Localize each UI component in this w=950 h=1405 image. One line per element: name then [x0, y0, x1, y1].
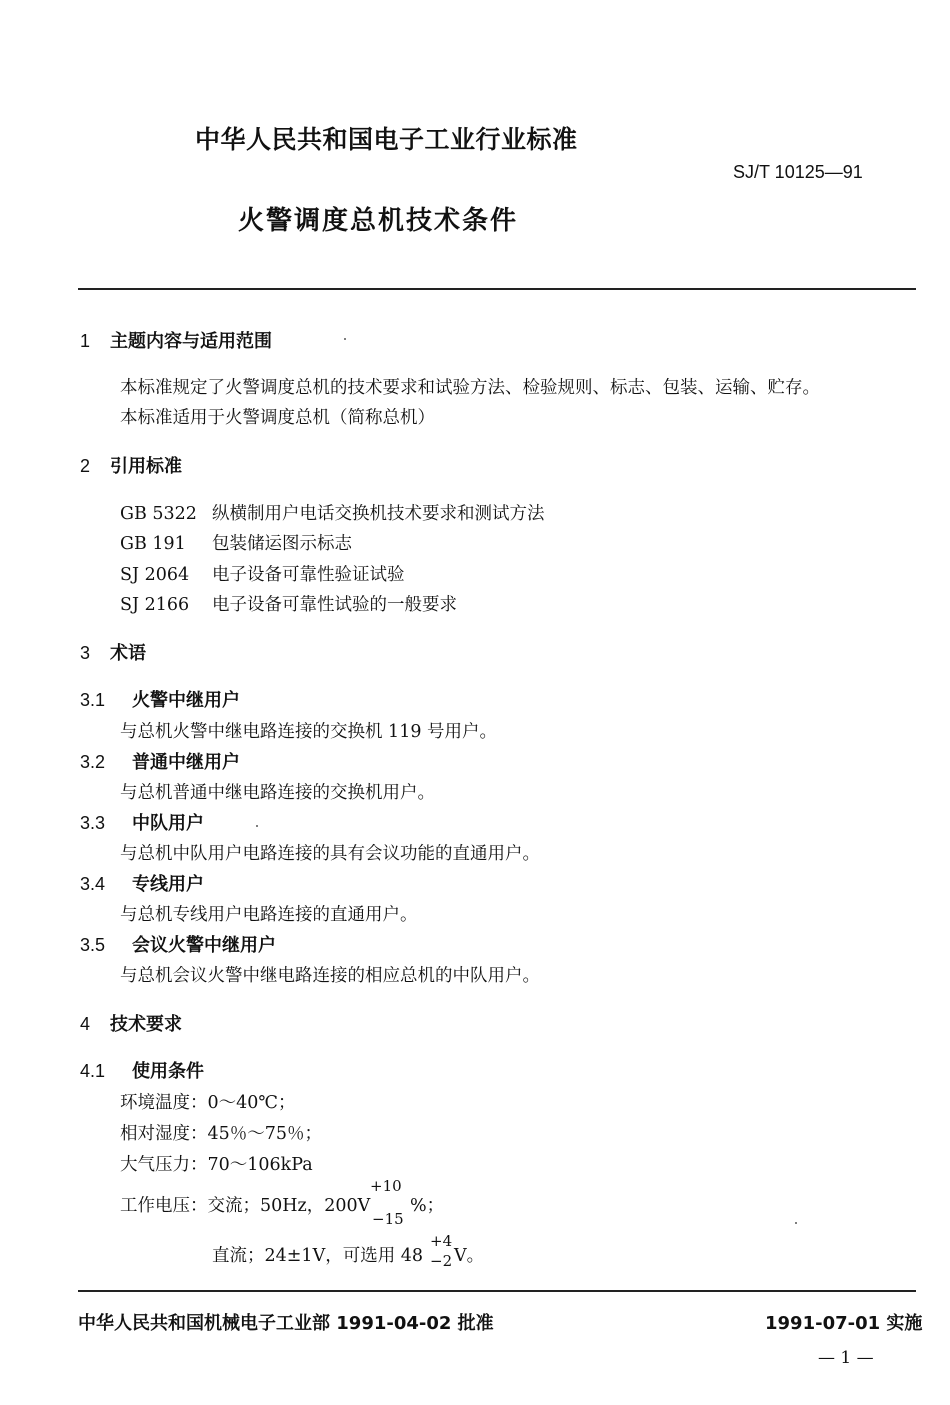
subsection-number: 4.1 — [80, 1061, 106, 1081]
section-number: 4 — [80, 1014, 91, 1034]
term-number: 3.3 — [80, 813, 106, 833]
subsection-heading — [80, 1057, 204, 1083]
term-title: 会议火警中继用户 — [132, 935, 276, 956]
section-2-heading — [80, 452, 182, 478]
reference-title: 包装储运图示标志 — [212, 534, 352, 554]
section-number: 2 — [80, 456, 91, 476]
document-title: 火警调度总机技术条件 — [238, 206, 519, 236]
reference-title: 电子设备可靠性试验的一般要求 — [212, 595, 457, 615]
term-definition: 与总机专线用户电路连接的直通用户。 — [120, 905, 418, 925]
section-number: 1 — [80, 331, 91, 351]
term-definition: 与总机普通中继电路连接的交换机用户。 — [120, 783, 435, 803]
scan-speck — [256, 825, 258, 827]
ac-tolerance-lower: −15 — [372, 1210, 404, 1228]
term-definition: 与总机会议火警中继电路连接的相应总机的中队用户。 — [120, 966, 540, 986]
term-title: 火警中继用户 — [132, 690, 240, 711]
term-heading — [80, 686, 240, 712]
term-heading — [80, 748, 240, 774]
section-title: 引用标准 — [110, 456, 182, 477]
term-title: 普通中继用户 — [132, 752, 240, 773]
term-title: 专线用户 — [132, 874, 204, 895]
condition-pressure: 大气压力：70～106kPa — [120, 1155, 313, 1175]
term-title: 中队用户 — [132, 813, 204, 834]
scan-speck — [344, 338, 346, 340]
paragraph: 本标准规定了火警调度总机的技术要求和试验方法、检验规则、标志、包装、运输、贮存。 — [120, 378, 820, 398]
term-heading — [80, 931, 276, 957]
subsection-title: 使用条件 — [132, 1061, 204, 1082]
section-1-heading — [80, 327, 272, 353]
term-number: 3.2 — [80, 752, 106, 772]
reference-item — [120, 561, 405, 586]
effective-date: 1991-07-01 实施 — [765, 1313, 923, 1334]
condition-voltage-dc: 直流；24±1V，可选用 48 — [212, 1246, 424, 1266]
standard-category-title: 中华人民共和国电子工业行业标准 — [195, 125, 578, 154]
reference-code: SJ 2064 — [120, 565, 190, 585]
section-title: 技术要求 — [110, 1014, 182, 1035]
dc-tolerance-unit: V。 — [454, 1246, 485, 1266]
term-number: 3.1 — [80, 690, 106, 710]
term-definition: 与总机火警中继电路连接的交换机 119 号用户。 — [120, 722, 498, 742]
reference-code: SJ 2166 — [120, 595, 190, 615]
standard-code: SJ/T 10125—91 — [733, 162, 863, 182]
term-heading — [80, 870, 204, 896]
reference-code: GB 5322 — [120, 504, 197, 524]
term-definition: 与总机中队用户电路连接的具有会议功能的直通用户。 — [120, 844, 540, 864]
section-4-heading — [80, 1010, 182, 1036]
term-number: 3.5 — [80, 935, 106, 955]
ac-tolerance-unit: %； — [410, 1196, 445, 1216]
section-3-heading — [80, 639, 146, 665]
condition-temperature: 环境温度：0～40℃； — [120, 1093, 296, 1113]
section-number: 3 — [80, 643, 91, 663]
scan-speck — [795, 1222, 797, 1224]
term-number: 3.4 — [80, 874, 106, 894]
ac-tolerance-upper: +10 — [370, 1177, 402, 1195]
reference-title: 纵横制用户电话交换机技术要求和测试方法 — [212, 504, 545, 524]
approval-line: 中华人民共和国机械电子工业部 1991-04-02 批准 — [78, 1313, 494, 1334]
reference-item — [120, 500, 545, 525]
section-title: 主题内容与适用范围 — [110, 331, 272, 352]
page-number: — 1 — — [818, 1348, 874, 1368]
dc-tolerance-lower: −2 — [430, 1252, 453, 1270]
condition-humidity: 相对湿度：45％～75％； — [120, 1124, 323, 1144]
reference-item — [120, 530, 352, 555]
dc-tolerance-upper: +4 — [430, 1232, 453, 1250]
reference-code: GB 191 — [120, 534, 186, 554]
reference-title: 电子设备可靠性验证试验 — [212, 565, 405, 585]
term-heading — [80, 809, 204, 835]
paragraph: 本标准适用于火警调度总机（简称总机） — [120, 408, 435, 428]
section-title: 术语 — [110, 643, 146, 664]
footer-rule — [78, 1290, 916, 1292]
header-rule — [78, 288, 916, 290]
reference-item — [120, 591, 457, 616]
condition-voltage-ac: 工作电压：交流；50Hz，200V — [120, 1196, 371, 1216]
